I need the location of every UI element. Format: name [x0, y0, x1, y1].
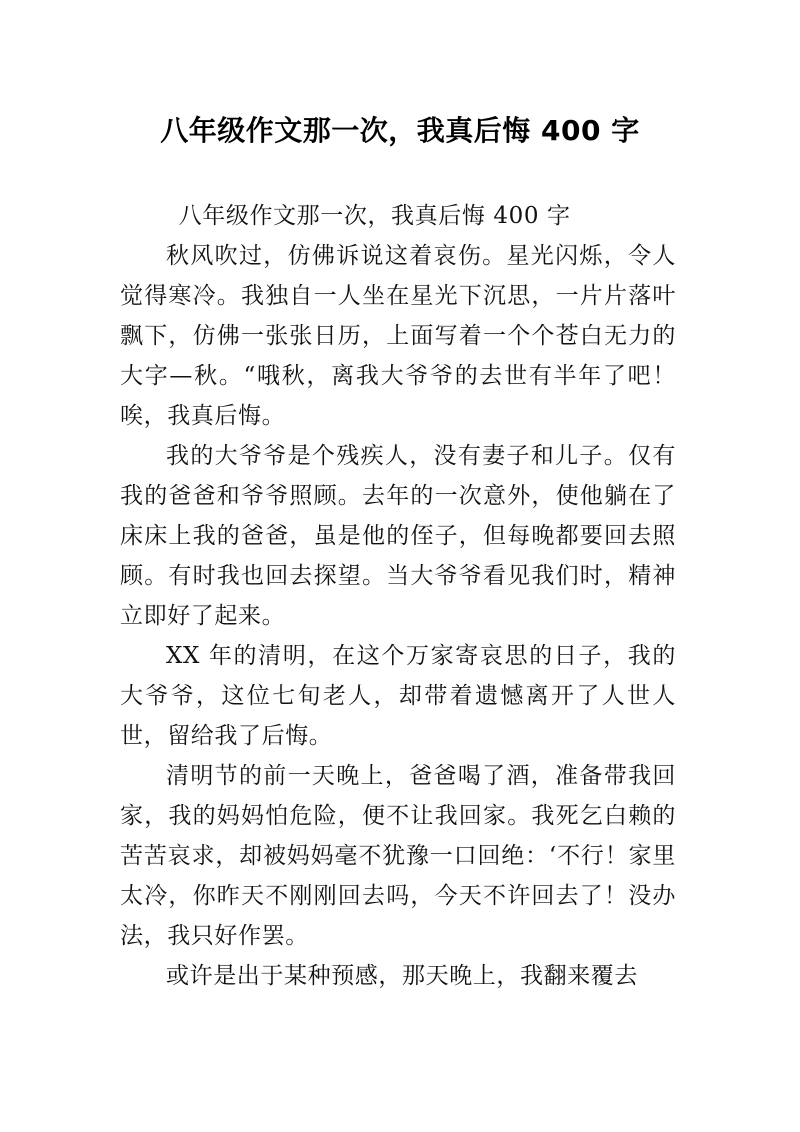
paragraph-3: XX 年的清明，在这个万家寄哀思的日子，我的大爷爷，这位七旬老人，却带着遗憾离开了人世人世，留给我了后悔。 [120, 643, 676, 749]
paragraph-1: 秋风吹过，仿佛诉说这着哀伤。星光闪烁，令人觉得寒冷。我独自一人坐在星光下沉思，一片片落叶飘下，仿佛一张张日历，上面写着一个个苍白无力的大字—秋。“哦秋，离我大爷爷的去世有半年了吧！唉，我真后悔。 [120, 243, 676, 429]
paragraph-subtitle: 八年级作文那一次，我真后悔 400 字 [178, 203, 571, 229]
document-title: 八年级作文那一次，我真后悔 400 字 [160, 113, 640, 147]
paragraph-5: 或许是出于某种预感，那天晚上，我翻来覆去 [166, 963, 638, 989]
paragraph-4: 清明节的前一天晚上，爸爸喝了酒，准备带我回家，我的妈妈怕危险，便不让我回家。我死乞白赖的苦苦哀求，却被妈妈毫不犹豫一口回绝：‘不行！家里太冷，你昨天不刚刚回去吗，今天不许回去了！没办法，我只好作罢。 [120, 763, 676, 949]
paragraph-2: 我的大爷爷是个残疾人，没有妻子和儿子。仅有我的爸爸和爷爷照顾。去年的一次意外，使他躺在了床床上我的爸爸，虽是他的侄子，但每晚都要回去照顾。有时我也回去探望。当大爷爷看见我们时，精神立即好了起来。 [120, 443, 676, 629]
document-body [120, 196, 676, 996]
